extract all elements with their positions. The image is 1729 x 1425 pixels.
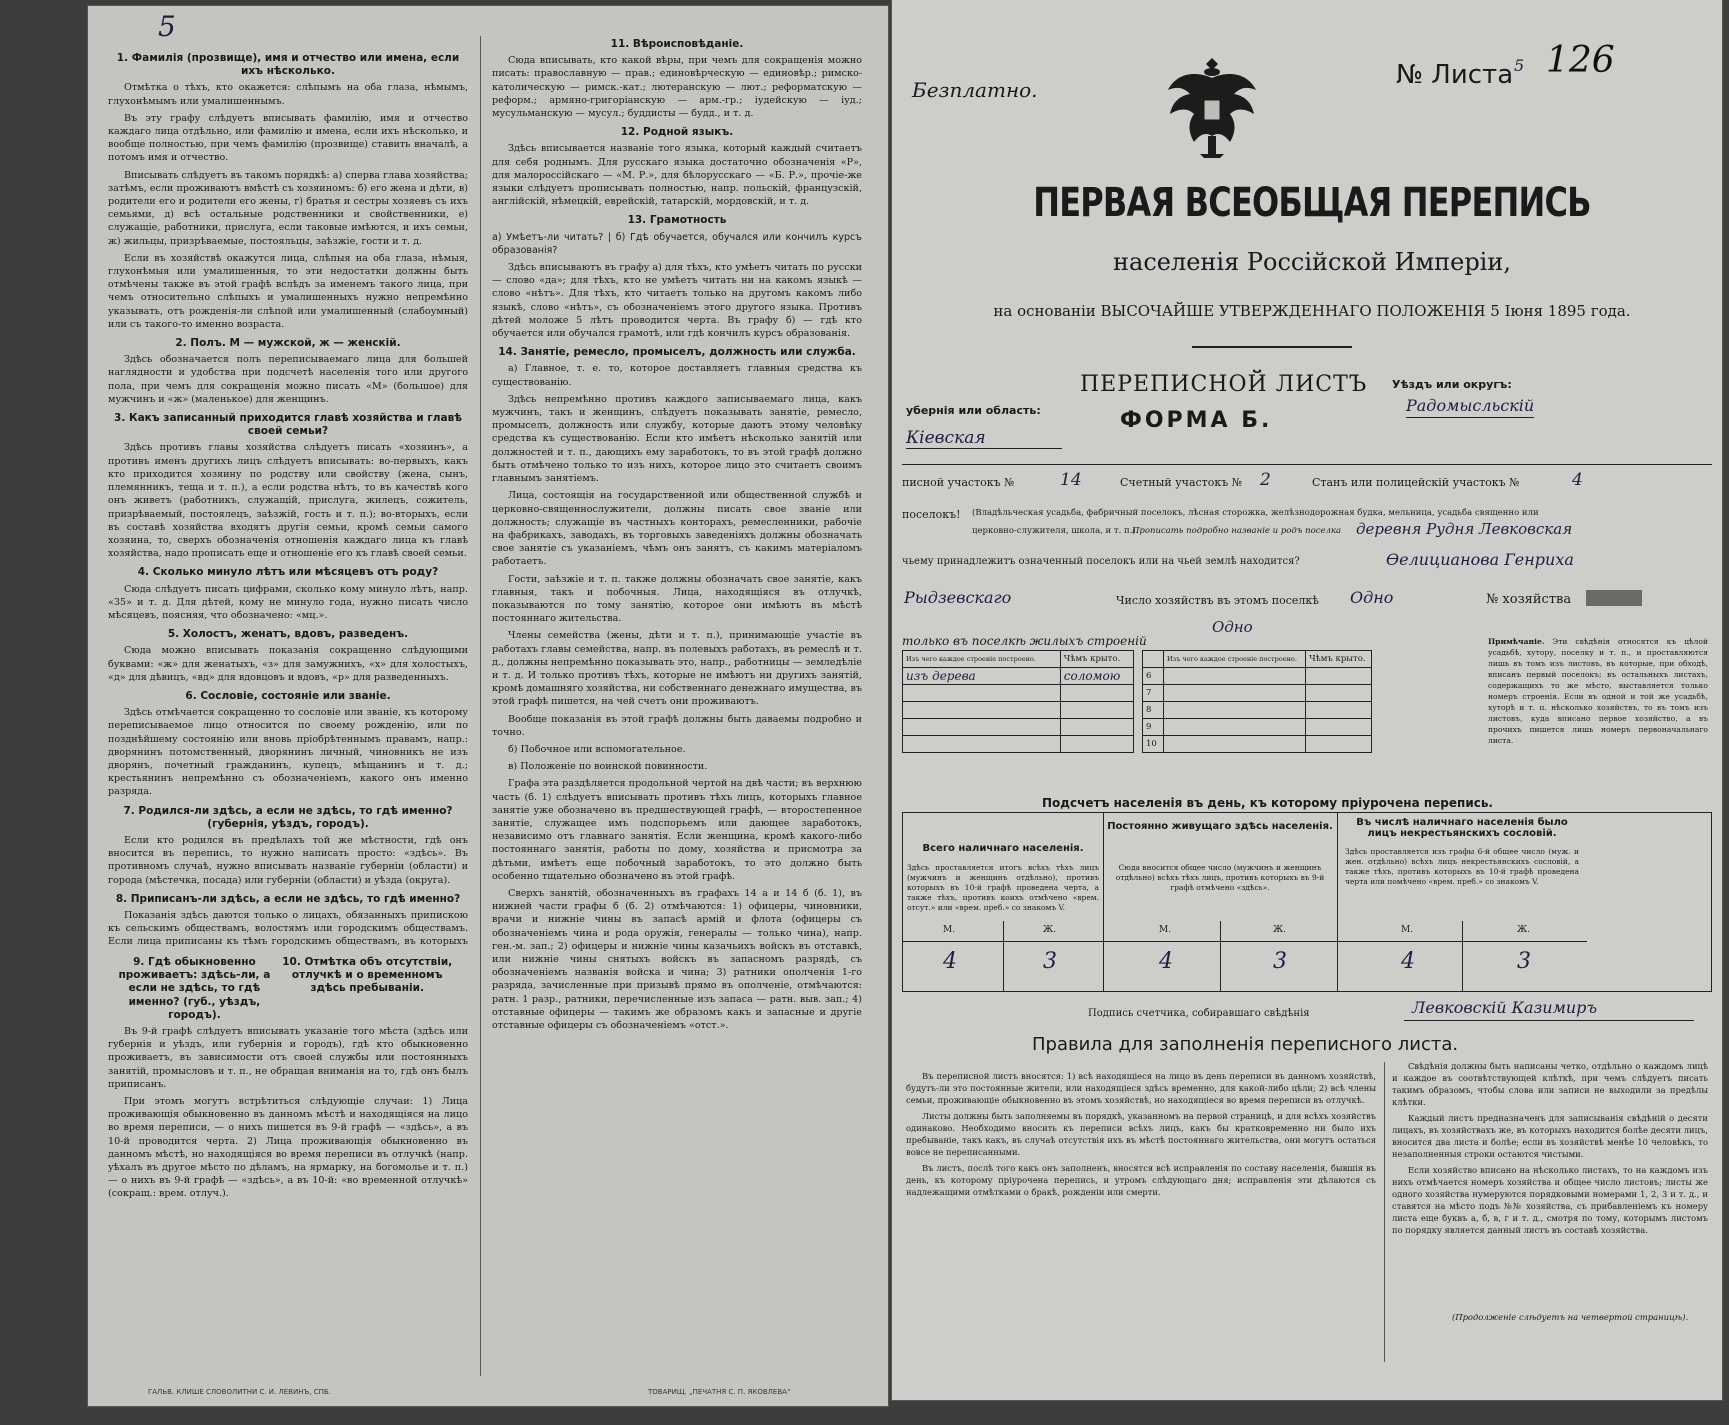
bt2-num-8: 8 — [1143, 702, 1164, 719]
col1-paragraph: Сюда слѣдуетъ писать цифрами, сколько кому минуло лѣтъ, напр. «35» и т. д. Для дѣтей, кому не минуло года, нужно писать число мѣсяцевъ, поясняя, что обозначено: «мц.». — [108, 583, 468, 621]
col2-heading: 11. Вѣроисповѣданіе. — [610, 38, 744, 50]
footer-printer-left: ГАЛЬВ. КЛИШЕ СЛОВОЛИТНИ С. И. ЛЕВИНЪ, СПБ. — [148, 1388, 331, 1396]
col2-paragraph: Здѣсь непремѣнно противъ каждого записываемаго лица, какъ мужчинъ, такъ и женщинъ, слѣдуетъ показывать занятіе, ремесло, промыселъ, должность или службу, которые даютъ этому человѣку средства къ существованію. Если кто имѣетъ нѣсколько занятій или должностей и т. п., дающихъ ему заработокъ, то въ этой графѣ должно быть отмѣчено только то изъ нихъ, которое лицо это считаетъ своимъ главнымъ занятіемъ. — [492, 393, 862, 485]
settlement-label: поселокъ! — [902, 508, 961, 521]
district-value[interactable]: 14 — [1060, 470, 1082, 490]
owner-label: чьему принадлежитъ означенный поселокъ или на чьей землѣ находится? — [902, 556, 1300, 567]
summary-col-1-f[interactable]: 3 — [1043, 949, 1057, 974]
footer-printer-right: ТОВАРИЩ. „ПЕЧАТНЯ С. П. ЯКОВЛЕВА“ — [648, 1388, 791, 1396]
col1-heading: 6. Сословіе, состояніе или званіе. — [185, 689, 391, 702]
rules-continuation: (Продолженіе слѣдуетъ на четвертой страницѣ). — [1452, 1312, 1689, 1322]
rules1-paragraph: Въ переписной листъ вносятся: 1) всѣ находящіеся на лицо въ день переписи въ данномъ хозяйствѣ, будутъ-ли это постоянные жители, или находящіеся здѣсь временно, для какой-либо цѣли; 2) всѣ члены семьи, проживающіе обыкновенно въ этомъ хозяйствѣ, но находящіеся во время переписи въ отлучкѣ. — [906, 1071, 1376, 1105]
rules-column-1 — [906, 1070, 1376, 1350]
summary-col-2-m[interactable]: 4 — [1159, 949, 1173, 974]
census-title: ПЕРВАЯ ВСЕОБЩАЯ ПЕРЕПИСЬ — [1033, 180, 1591, 226]
census-basis: на основаніи ВЫСОЧАЙШЕ УТВЕРЖДЕННАГО ПОЛОЖЕНІЯ 5 Іюня 1895 года. — [993, 302, 1631, 320]
title-rule — [1192, 346, 1352, 348]
summary-col-2-m-label: М. — [1159, 925, 1172, 935]
settlement-hint-3: Прописать подробно названіе и родъ поселка — [1132, 526, 1342, 536]
rules2-paragraph: Если хозяйство вписано на нѣсколько листахъ, то на каждомъ изъ нихъ отмѣчается номеръ хозяйства и общее число листовъ; листы же одного хозяйства нумеруются порядковыми номерами 1, 2, 3 и т. д., и ставятся на мѣсто подъ №№ хозяйства, съ прибавленіемъ къ номеру листа еще буквъ а, б, в, г и т. д., смотря по тому, которымъ листомъ по порядку является данный листъ въ составѣ хозяйства. — [1392, 1165, 1708, 1235]
signature-label: Подпись счетчика, собиравшаго свѣдѣнія — [1088, 1008, 1310, 1019]
col2-paragraph: Сюда вписывать, кто какой вѣры, при чемъ для сокращенія можно писать: православную — прав.; единовѣрческую — единовѣр.; римско-католическую — римск.-кат.; лютеранскую — лют.; реформатскую — реформ.; армяно-григоріанскую — арм.-гр.; іудейскую — іуд.; мусульманскую — мусул.; буддисты — будд., и т. д. — [492, 55, 862, 120]
col1-paragraph: Сюда можно вписывать показанія сокращенно слѣдующими буквами: «ж» для женатыхъ, «з» для замужнихъ, «х» для холостыхъ, «д» для дѣвицъ, «вд» для вдовцовъ и вдовъ, «р» для разведенныхъ. — [108, 645, 468, 683]
form-rule-1 — [902, 464, 1712, 465]
col2-paragraph: Вообще показанія въ этой графѣ должны быть даваемы подробно и точно. — [492, 713, 862, 738]
households-label: Число хозяйствъ въ этомъ поселкѣ — [1116, 594, 1319, 607]
instructions-page — [88, 6, 888, 1406]
col2-paragraph: б) Побочное или вспомогательное. — [508, 743, 686, 755]
col1-heading: 7. Родился-ли здѣсь, а если не здѣсь, то гдѣ именно? (губернія, уѣздъ, городъ). — [123, 804, 453, 830]
col2-heading: 13. Грамотность — [627, 214, 727, 227]
buildings-value[interactable]: Одно — [1212, 618, 1253, 636]
col1-paragraph: Здѣсь отмѣчается сокращенно то сословіе или званіе, къ которому переписываемое лицо относится по своему рожденію, или по позднѣйшему состоянію или вновь пріобрѣтеннымъ правамъ, напр.: дворянинъ потомственный, дворянинъ личный, чиновникъ не изъ дворянъ, почетный гражданинъ, купецъ, мѣщанинъ и т. д.; крестьянинъ непремѣнно съ обозначеніемъ, какого онъ именно разряда. — [108, 707, 468, 798]
col1-heading: 2. Полъ. М — мужской, ж — женскій. — [175, 337, 401, 350]
form-variant: ФОРМА Б. — [1120, 408, 1273, 433]
col1-heading: 1. Фамилія (прозвище), имя и отчество или имена, если ихъ нѣсколько. — [116, 52, 460, 78]
bt-row1-built[interactable]: изъ дерева — [903, 668, 1061, 685]
col2-paragraph: Здѣсь вписывается названіе того языка, который каждый считаетъ для себя роднымъ. Для русскаго языка достаточно обозначенія «Р», для малороссійскаго — «М. Р.», для бѣлорусскаго — «Б. Р.», прочіе-же языки слѣдуетъ прописывать полностью, напр. польскій, французскій, англійскій, нѣмецкій, еврейскій, татарскій, мордовскій, и т. д. — [492, 143, 862, 208]
col1-paragraph: Въ эту графу слѣдуетъ вписывать фамилію, имя и отчество каждаго лица отдѣльно, или фамилію и имена, если ихъ нѣсколько, и вообще полностью, при чемъ фамилію (прозвище) ставить вначалѣ, а потомъ имя и отчество. — [108, 112, 468, 164]
county-label: Уѣздъ или округъ: — [1392, 378, 1512, 391]
signature-rule — [1404, 1020, 1694, 1021]
rules-title: Правила для заполненія переписного листа. — [1032, 1034, 1459, 1055]
col2-paragraph: Гости, заѣзжіе и т. п. также должны обозначать свое занятіе, какъ главныя, такъ и побочныя. Лица, находящіяся въ отлучкѣ, показываются по тому занятію, которое они имѣютъ въ мѣстѣ постояннаго жительства. — [492, 573, 862, 625]
summary-col-3-f[interactable]: 3 — [1517, 949, 1531, 974]
buildings-table-left — [902, 650, 1134, 753]
household-no-value[interactable]: 1 — [1586, 590, 1642, 606]
summary-col-1-title: Всего наличнаго населенія. — [922, 843, 1084, 854]
instructions-column-1-bottom — [108, 950, 468, 1380]
summary-col-1 — [903, 813, 1104, 991]
census-form-page — [892, 0, 1722, 1400]
col1-paragraph: Если кто родился въ предѣлахъ той же мѣстности, гдѣ онъ вносится въ перепись, то нужно написать просто: «здѣсь». Въ противномъ случаѣ, нужно вписывать названіе губерніи (области) и города (мѣстечка, посада) или губерніи (области) и уѣзда (округа). — [108, 834, 468, 886]
form-title: ПЕРЕПИСНОЙ ЛИСТЪ — [1080, 372, 1368, 397]
col2-heading: 14. Занятіе, ремесло, промыселъ, должность или служба. — [498, 346, 856, 359]
col2-paragraph: Лица, состоящія на государственной или общественной службѣ и церковно-священнослужители, должны писать свое званіе или должность; служащіе въ частныхъ конторахъ, ремесленники, рабочіе на фабрикахъ, заводахъ, въ торговыхъ заведеніяхъ должны обозначать свое занятіе съ указаніемъ, чѣмъ онъ занятъ, съ какимъ матеріаломъ работаетъ. — [492, 490, 862, 568]
col2-paragraph: Графа эта раздѣляется продольной чертой на двѣ части; въ верхнюю часть (б. 1) слѣдуетъ вписывать противъ тѣхъ лицъ, которыхъ главное занятіе уже обозначено въ предшествующей графѣ, — второстепенное занятіе, служащее имъ подспорьемъ или дающее заработокъ, независимо отъ главнаго занятія. Если женщина, кромѣ какого-либо постояннаго занятія, работы по дому, хозяйства и присмотра за дѣтьми, имѣетъ еще побочный заработокъ, то это должно быть особенно тщательно обозначено въ этой графѣ. — [492, 778, 862, 882]
col1-paragraph: Если въ хозяйствѣ окажутся лица, слѣпыя на оба глаза, нѣмыя, глухонѣмыя или умалишенныя, то эти недостатки должны быть отмѣчены также въ этой графѣ вслѣдъ за именемъ такого лица, при чемъ относительно слѣпыхъ и умалишенныхъ нужно непремѣнно указывать, отъ рожденія-ли слѣпой или умалишенный (слабоумный) или съ такого-то именно возраста. — [108, 252, 468, 330]
owner-value[interactable]: Ѳелицианова Генриха — [1386, 550, 1574, 569]
col1-heading: 4. Сколько минуло лѣтъ или мѣсяцевъ отъ роду? — [137, 566, 439, 579]
page-number-handwritten: 5 — [158, 10, 176, 43]
summary-col-3 — [1337, 813, 1711, 991]
count-area-value[interactable]: 2 — [1260, 470, 1271, 490]
household-no-label: № хозяйства — [1486, 592, 1572, 607]
instructions-column-2 — [492, 32, 862, 1382]
note-text: Эти свѣдѣнія относятся къ цѣлой усадьбѣ, хутору, поселку и т. п., и проставляются лишь въ томъ изъ листовъ, въ которые, при обходѣ, вписанъ первый поселокъ; въ остальныхъ листахъ, содержащихъ то же мѣсто, выставляется только номеръ строенія. Если въ одной и той же усадьбѣ, хуторѣ и т. п. нѣсколько хозяйствъ, то въ томъ изъ листовъ, куда вписано первое хозяйство, а въ прочихъ пишется лишь номеръ первоначальнаго листа. — [1488, 637, 1709, 745]
col2-paragraph: а) Главное, т. е. то, которое доставляетъ главныя средства къ существованію. — [492, 363, 862, 388]
bt2-num-9: 9 — [1143, 719, 1164, 736]
bt-header-built: Изъ чего каждое строеніе построено. — [903, 651, 1061, 668]
free-label: Безплатно. — [912, 78, 1038, 102]
county-value[interactable]: Радомысльскій — [1406, 396, 1534, 418]
stan-value[interactable]: 4 — [1572, 470, 1583, 490]
instructions-column-1 — [108, 46, 468, 946]
col2-paragraph: в) Положеніе по воинской повинности. — [508, 761, 708, 773]
signature-value[interactable]: Левковскій Казимиръ — [1412, 998, 1598, 1017]
summary-col-3-m-label: М. — [1401, 925, 1414, 935]
bt-header-roof: Чѣмъ крыто. — [1060, 651, 1133, 668]
summary-col-1-f-label: Ж. — [1043, 925, 1056, 935]
summary-col-2-text: Сюда вносится общее число (мужчинъ и женщинъ отдѣльно) всѣхъ тѣхъ лицъ, противъ которыхъ въ 9-й графѣ отмѣчено «здѣсь». — [1115, 863, 1325, 892]
summary-title: Подсчетъ населенія въ день, къ которому пріурочена перепись. — [1042, 796, 1493, 810]
rules1-paragraph: Листы должны быть заполняемы въ порядкѣ, указанномъ на первой страницѣ, и для всѣхъ хозяйствъ одинаково. Необходимо вносить къ переписи всѣхъ лицъ, какъ бы кратковременно ни было ихъ пребываніе, такъ какъ, въ случаѣ отсутствія ихъ въ мѣстѣ постояннаго жительства, они могутъ остаться вовсе не переписанными. — [906, 1111, 1376, 1157]
rules2-paragraph: Свѣдѣнія должны быть написаны четко, отдѣльно о каждомъ лицѣ и каждое въ соотвѣтствующей клѣткѣ, при чемъ слѣдуетъ писать такимъ образомъ, чтобы слова или записи не выходили за предѣлы клѣтки. — [1392, 1061, 1708, 1107]
summary-col-3-f-label: Ж. — [1517, 925, 1530, 935]
summary-col-2-title: Постоянно живущаго здѣсь населенія. — [1107, 821, 1333, 832]
col2-paragraph: Здѣсь вписываютъ въ графу а) для тѣхъ, кто умѣетъ читать по русски — слово «да»; для тѣхъ, кто не умѣетъ читать ни на какомъ языкѣ — слово «нѣтъ». Для тѣхъ, кто читаетъ только на другомъ какомъ либо языкѣ, слово «нѣтъ», съ обозначеніемъ этого другого языка. Противъ дѣтей моложе 5 лѣтъ проводится черта. Въ графу б) — гдѣ кто обучается или обучался грамотѣ, или гдѣ кончилъ курсъ образованія. — [492, 262, 862, 340]
households-value[interactable]: Одно — [1350, 588, 1394, 607]
col1b-paragraph: Въ 9-й графѣ слѣдуетъ вписывать указаніе того мѣста (здѣсь или губернія и уѣздъ, или губернія и городъ), гдѣ кто обыкновенно проживаетъ, въ зависимости отъ своей службы или постоянныхъ занятій, промысловъ и т. п., не обращая вниманія на то, гдѣ онъ былъ приписанъ. — [108, 1026, 468, 1090]
summary-col-1-text: Здѣсь проставляется итогъ всѣхъ тѣхъ лицъ (мужчинъ и женщинъ отдѣльно), противъ которыхъ въ 10-й графѣ проведена черта, а также тѣхъ, противъ коихъ отмѣчено «врем. отсут.» или «врем. преб.» со знакомъ V. — [907, 863, 1099, 912]
col2-paragraph: Члены семейства (жены, дѣти и т. п.), принимающіе участіе въ работахъ главы семейства, напр. въ полевыхъ работахъ, въ ремеслѣ и т. д., должны непремѣнно показывать это, напр., работницы — земледѣліе и т. д. И только противъ тѣхъ, которые не имѣютъ ни другихъ занятій, кромѣ домашняго хозяйства, ни собственнаго денежнаго имущества, въ этой графѣ пишется, на чей счетъ они проживаютъ. — [492, 630, 862, 708]
col1b-heading: 9. Гдѣ обыкновенно проживаетъ: здѣсь-ли, а если не здѣсь, то гдѣ именно? (губ., уѣздъ, городъ). — [118, 956, 271, 1021]
summary-col-2-f-label: Ж. — [1273, 925, 1286, 935]
col1b-heading: 10. Отмѣтка объ отсутствіи, отлучкѣ и о временномъ здѣсь пребываніи. — [282, 956, 453, 995]
summary-col-3-title: Въ числѣ наличнаго населенія было лицъ некрестьянскихъ сословій. — [1356, 817, 1568, 839]
settlement-hint: (Владѣльческая усадьба, фабричный поселокъ, лѣсная сторожка, желѣзнодорожная будка, мельница, усадьба священно или — [972, 508, 1539, 518]
count-area-label: Счетный участокъ № — [1120, 476, 1243, 489]
stan-label: Станъ или полицейскій участокъ № — [1312, 476, 1520, 489]
rules-column-2 — [1392, 1060, 1708, 1310]
sheet-number-label: № Листа — [1396, 60, 1514, 90]
rules1-paragraph: Въ листъ, послѣ того какъ онъ заполненъ, вносятся всѣ исправленія по составу населенія, бывшія въ день, къ которому пріурочена перепись, и утромъ слѣдующаго дня; исправленія эти дѣлаются съ надлежащими отмѣтками о бракѣ, рожденіи или смерти. — [906, 1163, 1376, 1197]
summary-col-2 — [1103, 813, 1338, 991]
bt2-header-built: Изъ чего каждое строеніе построено. — [1164, 651, 1306, 668]
district-label: писной участокъ № — [902, 476, 1015, 489]
settlement-hint-2: церковно-служителя, школа, и т. п.). — [972, 526, 1139, 536]
column-divider — [480, 36, 481, 1376]
summary-table — [902, 812, 1712, 992]
col1-heading: 5. Холостъ, женатъ, вдовъ, разведенъ. — [167, 628, 409, 641]
rules2-paragraph: Каждый листъ предназначенъ для записыванія свѣдѣній о десяти лицахъ, въ хозяйствахъ же, въ которыхъ находится болѣе десяти лицъ, вносится два листа и болѣе; если въ хозяйствѣ менѣе 10 человѣкъ, то незаполненныя строки остаются чистыми. — [1392, 1113, 1708, 1159]
summary-col-1-m-label: М. — [943, 925, 956, 935]
bt-row1-roof[interactable]: соломою — [1060, 668, 1133, 685]
note-title: Примѣчаніе. — [1488, 637, 1545, 646]
buildings-label: только въ поселкѣ жилыхъ строеній — [902, 634, 1147, 648]
summary-col-1-m[interactable]: 4 — [943, 949, 957, 974]
note-box — [1488, 636, 1708, 746]
buildings-table-right — [1142, 650, 1372, 753]
double-headed-eagle-emblem — [1164, 50, 1260, 160]
census-subtitle: населенія Россійской Имперіи, — [1113, 248, 1511, 276]
col1-heading: 3. Какъ записанный приходится главѣ хозяйства и главѣ своей семьи? — [114, 412, 462, 438]
bt2-num-10: 10 — [1143, 736, 1164, 753]
settlement-value[interactable]: деревня Рудня Левковская — [1356, 520, 1573, 538]
col1-paragraph: Здѣсь обозначается полъ переписываемаго лица для большей наглядности и удобства при подсчетѣ населенія того или другого пола, при чемъ для сокращенія можно писать «М» (большое) для мужчинъ и «ж» (маленькое) для женщинъ. — [108, 354, 468, 405]
bt2-num-7: 7 — [1143, 685, 1164, 702]
summary-col-2-f[interactable]: 3 — [1273, 949, 1287, 974]
province-value[interactable]: Кіевская — [906, 428, 1062, 449]
province-label: убернія или область: — [906, 404, 1041, 417]
col1-paragraph: Отмѣтка о тѣхъ, кто окажется: слѣпымъ на оба глаза, нѣмымъ, глухонѣмымъ или умалишеннымъ. — [108, 82, 468, 107]
sheet-number-value: 5 — [1514, 56, 1525, 75]
col2-paragraph: Сверхъ занятій, обозначенныхъ въ графахъ 14 а и 14 б (б. 1), въ нижней части графы б (б. 2) отмѣчаются: 1) офицеры, чиновники, врачи и нижніе чины въ запасѣ армій и флота (офицеры съ обозначеніемъ чина и рода оружія, генералы — только чина), напр. ген.-м. зап.; 2) офицеры и нижніе чины казачьихъ войскъ въ отставкѣ, или нижніе чины снятыхъ войскъ въ запасномъ разрядѣ, съ обозначеніемъ названія войска и чина; 3) ратники ополченія 1-го разряда, зачисленные при призывѣ прямо въ ополченіе, отмѣчаются: ратн. 1 разр., ратники, перечисленные изъ запаса — ратн. выв. зап.; 4) отставные офицеры — такимъ же образомъ какъ и запасные и другіе отставные офицеры съ обозначеніемъ «отст.». — [492, 887, 862, 1032]
col1-paragraph: Показанія здѣсь даются только о лицахъ, обязанныхъ припискою къ сельскимъ обществамъ, волостямъ или городскимъ обществамъ. Если лица приписаны къ тѣмъ городскимъ обществамъ, въ которыхъ — [108, 909, 468, 946]
bt2-num-6: 6 — [1143, 668, 1164, 685]
col1-paragraph: Вписывать слѣдуетъ въ такомъ порядкѣ: а) сперва глава хозяйства; затѣмъ, если проживаютъ вмѣстѣ съ хозяиномъ: б) его жена и дѣти, в) родители его и родители его жены, г) братья и сестры хозяевъ съ ихъ семьями, д) всѣ остальные родственники и свойственники, е) служащіе, работники, прислуга, если таковые имѣются, и ихъ семьи, ж) жильцы, призрѣваемые, постояльцы, заѣзжіе, гости и т. д. — [108, 169, 468, 247]
col1-heading: 8. Приписанъ-ли здѣсь, а если не здѣсь, то гдѣ именно? — [115, 892, 461, 905]
owner-value-2[interactable]: Рыдзевскаго — [904, 588, 1012, 607]
col1-paragraph: Здѣсь противъ главы хозяйства слѣдуетъ писать «хозяинъ», а противъ именъ другихъ лицъ слѣдуетъ вписывать: во-первыхъ, какъ кто приходится хозяину по родству или свойству (жена, сынъ, племянникъ, теща и т. п.), а если родства нѣтъ, то въ качествѣ кого онъ живетъ (работникъ, служащій, прислуга, жилецъ, сожитель, призрѣваемый, постоялецъ, заѣзжій, гость и т. п.); во-вторыхъ, если въ составѣ хозяйства входятъ другія семьи, кромѣ семьи самого хозяина, то, сверхъ обозначенія отношенія каждаго лица къ главѣ хозяйства, надо прописать еще и отношеніе его къ главѣ своей семьи. — [108, 442, 468, 560]
summary-col-3-text: Здѣсь проставляется изъ графы 6-й общее число (муж. и жен. отдѣльно) всѣхъ лицъ некрестьянскихъ сословій, а также тѣхъ, противъ которыхъ въ 10-й графѣ проведена черта или помѣчено «врем. преб.» со знакомъ V. — [1345, 847, 1579, 886]
sheet-number-value-2: 126 — [1546, 40, 1615, 81]
summary-col-3-m[interactable]: 4 — [1401, 949, 1415, 974]
col2-subheading: а) Умѣетъ-ли читать? | б) Гдѣ обучается, обучался или кончилъ курсъ образованія? — [492, 231, 862, 256]
col2-heading: 12. Родной языкъ. — [620, 126, 734, 139]
col1b-paragraph: При этомъ могутъ встрѣтиться слѣдующіе случаи: 1) Лица проживающія обыкновенно въ данномъ мѣстѣ и находящіяся на лицо во время переписи, — о нихъ пишется въ 9-й графѣ — «здѣсь», а въ 10-й проводится черта. 2) Лица проживающія обыкновенно въ данномъ мѣстѣ, но находящіяся во время переписи въ отлучкѣ (напр. уѣхалъ въ другое мѣсто по дѣламъ, на ярмарку, на богомолье и т. п.) — о нихъ въ 9-й графѣ — «здѣсь», а въ 10-й: «во временной отлучкѣ» (сокращ.: врем. отлуч.). — [108, 1096, 468, 1200]
bt2-header-roof: Чѣмъ крыто. — [1306, 651, 1372, 668]
